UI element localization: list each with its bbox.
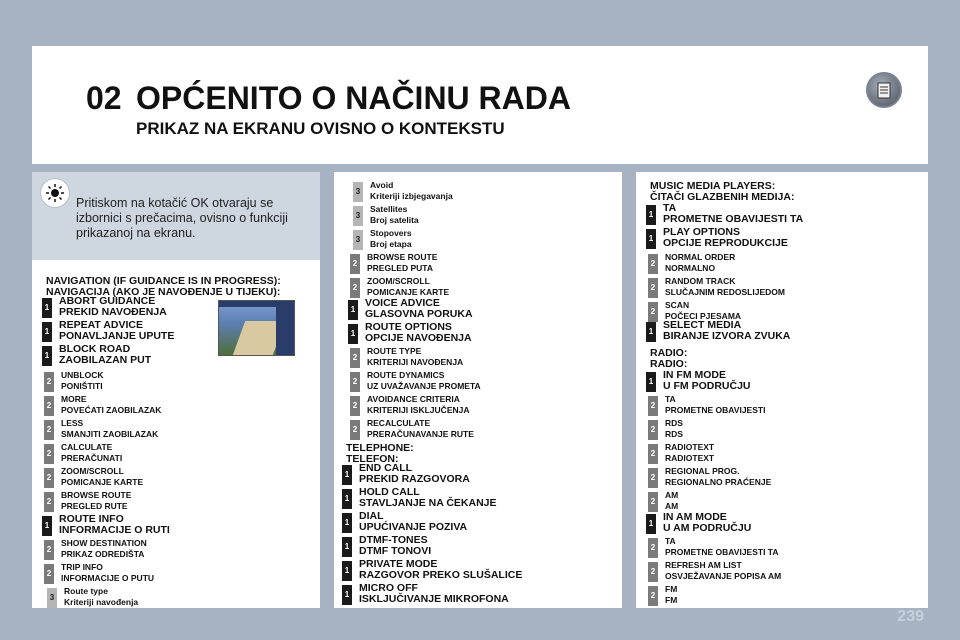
menu-item-croatian: ZAOBILAZAN PUT: [59, 354, 152, 366]
level-badge: 2: [648, 254, 658, 274]
menu-item-text: [663, 227, 788, 249]
level-badge: 2: [44, 372, 54, 392]
level-badge: 2: [648, 302, 658, 322]
menu-item-english: SELECT MEDIA: [663, 319, 742, 331]
menu-item-croatian: KRITERIJI ISKLJUČENJA: [367, 405, 470, 415]
menu-item-text: [59, 320, 174, 342]
menu-item-english: HOLD CALL: [359, 486, 420, 498]
menu-item-text: [61, 466, 143, 488]
menu-item-croatian: NORMALNO: [665, 263, 716, 273]
menu-item-text: [663, 370, 751, 392]
menu-item-english: REFRESH AM LIST: [665, 560, 742, 570]
menu-item-english: Avoid: [370, 180, 394, 190]
menu-item-english: REGIONAL PROG.: [665, 466, 740, 476]
tip-line: prikazanoj na ekranu.: [76, 226, 196, 240]
level-badge: 1: [348, 300, 358, 320]
menu-item-croatian: RAZGOVOR PREKO SLUŠALICE: [359, 569, 523, 581]
menu-item-english: LESS: [61, 418, 84, 428]
menu-item-english: BROWSE ROUTE: [367, 252, 438, 262]
menu-item-croatian: POMICANJE KARTE: [367, 287, 450, 297]
menu-item-text: [59, 296, 167, 318]
level-badge: 2: [44, 564, 54, 584]
menu-item-croatian: FM: [665, 595, 678, 605]
level-badge: 2: [648, 468, 658, 488]
menu-item-croatian: OPCIJE REPRODUKCIJE: [663, 237, 788, 249]
menu-item-text: [61, 394, 161, 416]
menu-item-english: Satellites: [370, 204, 408, 214]
menu-item-text: [61, 370, 104, 392]
menu-item-croatian: UZ UVAŽAVANJE PROMETA: [367, 381, 481, 391]
level-badge: 1: [342, 513, 352, 533]
telephone-heading: TELEPHONE: TELEFON:: [346, 442, 414, 465]
menu-item-croatian: POVEĆATI ZAOBILAZAK: [61, 405, 162, 415]
menu-item-text: [665, 584, 677, 606]
level-badge: 1: [42, 322, 52, 342]
level-badge: 2: [648, 586, 658, 606]
menu-item-croatian: STAVLJANJE NA ČEKANJE: [359, 497, 497, 509]
menu-item-text: [359, 535, 431, 557]
page-number: 239: [897, 608, 924, 625]
menu-item-croatian: PRIKAZ ODREDIŠTA: [61, 549, 145, 559]
menu-item-english: UNBLOCK: [61, 370, 104, 380]
menu-item-text: [665, 466, 771, 488]
level-badge: 2: [350, 348, 360, 368]
menu-item-text: [359, 487, 497, 509]
menu-item-english: Route type: [64, 586, 108, 596]
menu-item-text: [370, 180, 453, 202]
level-badge: 2: [44, 468, 54, 488]
menu-item-croatian: KRITERIJI NAVOĐENJA: [367, 357, 464, 367]
level-badge: 2: [44, 420, 54, 440]
menu-item-english: AVOIDANCE CRITERIA: [367, 394, 460, 404]
menu-item-english: VOICE ADVICE: [365, 297, 440, 309]
level-badge: 1: [342, 465, 352, 485]
menu-item-english: ROUTE OPTIONS: [365, 321, 452, 333]
menu-item-text: [359, 463, 470, 485]
menu-item-english: MICRO OFF: [359, 582, 418, 594]
level-badge: 2: [350, 254, 360, 274]
music-heading: MUSIC MEDIA PLAYERS: ČITAČI GLAZBENIH MEDIJA:: [650, 180, 795, 203]
level-badge: 2: [44, 492, 54, 512]
menu-item-croatian: PREKID RAZGOVORA: [359, 473, 470, 485]
level-badge: 3: [353, 230, 363, 250]
sun-icon: [40, 178, 70, 208]
level-badge: 1: [646, 229, 656, 249]
menu-item-english: DTMF-TONES: [359, 534, 428, 546]
menu-item-text: [370, 204, 419, 226]
menu-item-croatian: OSVJEŽAVANJE POPISA AM: [665, 571, 782, 581]
menu-item-text: [61, 442, 122, 464]
menu-item-text: [367, 252, 437, 274]
menu-item-english: RECALCULATE: [367, 418, 431, 428]
menu-item-english: ZOOM/SCROLL: [61, 466, 124, 476]
menu-item-text: [59, 514, 170, 536]
menu-item-croatian: RADIOTEXT: [665, 453, 715, 463]
menu-item-text: [663, 320, 790, 342]
menu-item-text: [663, 512, 751, 534]
level-badge: 1: [42, 516, 52, 536]
level-badge: 2: [648, 420, 658, 440]
level-badge: 2: [44, 396, 54, 416]
menu-item-croatian: PREKID NAVOĐENJA: [59, 306, 167, 318]
menu-item-text: [370, 228, 412, 250]
menu-item-croatian: PROMETNE OBAVIJESTI: [665, 405, 766, 415]
level-badge: 1: [42, 346, 52, 366]
tip-text: [76, 196, 312, 241]
menu-item-english: Stopovers: [370, 228, 412, 238]
menu-item-text: [663, 203, 803, 225]
menu-item-croatian: INFORMACIJE O PUTU: [61, 573, 155, 583]
menu-item-croatian: PREGLED RUTE: [61, 501, 128, 511]
menu-item-croatian: SLUČAJNIM REDOSLIJEDOM: [665, 287, 785, 297]
level-badge: 2: [350, 396, 360, 416]
menu-item-croatian: UPUĆIVANJE POZIVA: [359, 521, 468, 533]
navigation-screen-thumbnail: [218, 300, 295, 356]
menu-item-english: AM: [665, 490, 679, 500]
menu-item-english: END CALL: [359, 462, 413, 474]
menu-item-english: RDS: [665, 418, 683, 428]
menu-item-english: SHOW DESTINATION: [61, 538, 147, 548]
level-badge: 2: [648, 492, 658, 512]
menu-item-text: [61, 538, 147, 560]
menu-item-croatian: Broj etapa: [370, 239, 412, 249]
menu-item-croatian: AM: [665, 501, 679, 511]
menu-item-english: ROUTE TYPE: [367, 346, 422, 356]
menu-item-english: TRIP INFO: [61, 562, 103, 572]
level-badge: 1: [348, 324, 358, 344]
menu-item-croatian: POMICANJE KARTE: [61, 477, 144, 487]
document-icon: [866, 72, 902, 108]
menu-item-english: ABORT GUIDANCE: [59, 295, 156, 307]
page-subtitle: PRIKAZ NA EKRANU OVISNO O KONTEKSTU: [136, 119, 505, 138]
menu-item-croatian: PROMETNE OBAVIJESTI TA: [663, 213, 804, 225]
menu-item-croatian: PROMETNE OBAVIJESTI TA: [665, 547, 779, 557]
level-badge: 2: [648, 538, 658, 558]
level-badge: 1: [342, 585, 352, 605]
menu-item-english: DIAL: [359, 510, 384, 522]
menu-item-croatian: U AM PODRUČJU: [663, 522, 752, 534]
level-badge: 3: [353, 182, 363, 202]
menu-item-croatian: DTMF TONOVI: [359, 545, 432, 557]
level-badge: 1: [646, 322, 656, 342]
menu-item-text: [665, 536, 779, 558]
menu-item-english: CALCULATE: [61, 442, 113, 452]
menu-item-text: [365, 298, 473, 320]
menu-item-english: IN AM MODE: [663, 511, 727, 523]
radio-heading: RADIO: RADIO:: [650, 347, 688, 370]
menu-item-croatian: Kriteriji navođenja: [64, 597, 139, 607]
menu-item-croatian: RDS: [665, 429, 683, 439]
menu-item-croatian: U FM PODRUČJU: [663, 380, 751, 392]
menu-item-text: [665, 252, 735, 274]
level-badge: 2: [648, 278, 658, 298]
menu-item-text: [359, 559, 522, 581]
level-badge: 1: [646, 372, 656, 392]
menu-item-text: [61, 562, 154, 584]
menu-item-english: IN FM MODE: [663, 369, 726, 381]
menu-item-english: TA: [665, 536, 676, 546]
menu-item-english: TA: [663, 202, 677, 214]
menu-item-croatian: POČECI PJESAMA: [665, 311, 742, 321]
menu-item-croatian: PONAVLJANJE UPUTE: [59, 330, 175, 342]
menu-item-english: PLAY OPTIONS: [663, 226, 741, 238]
level-badge: 3: [47, 588, 57, 608]
menu-item-english: TA: [665, 394, 676, 404]
level-badge: 2: [44, 444, 54, 464]
menu-item-english: ZOOM/SCROLL: [367, 276, 430, 286]
menu-item-text: [64, 586, 138, 608]
menu-item-text: [359, 511, 467, 533]
menu-item-text: [59, 344, 151, 366]
level-badge: 2: [648, 396, 658, 416]
menu-item-english: FM: [665, 584, 678, 594]
menu-item-croatian: SMANJITI ZAOBILAZAK: [61, 429, 159, 439]
menu-item-croatian: BIRANJE IZVORA ZVUKA: [663, 330, 791, 342]
menu-item-croatian: GLASOVNA PORUKA: [365, 308, 473, 320]
menu-item-english: MORE: [61, 394, 87, 404]
navigation-heading: NAVIGATION (IF GUIDANCE IS IN PROGRESS): NAVIGACIJA (AKO JE NAVOĐENJE U TIJEKU):: [46, 275, 281, 298]
menu-item-english: BROWSE ROUTE: [61, 490, 132, 500]
menu-item-text: [665, 560, 781, 582]
menu-item-text: [665, 394, 765, 416]
menu-item-text: [61, 490, 131, 512]
menu-item-text: [367, 370, 481, 392]
menu-item-text: [665, 490, 678, 512]
menu-item-text: [367, 346, 463, 368]
menu-item-text: [61, 418, 158, 440]
menu-item-croatian: Kriteriji izbjegavanja: [370, 191, 453, 201]
tip-line: izbornici s prečacima, ovisno o funkciji: [76, 211, 288, 225]
menu-item-text: [665, 276, 785, 298]
menu-item-english: SCAN: [665, 300, 690, 310]
level-badge: 1: [342, 489, 352, 509]
menu-item-english: REPEAT ADVICE: [59, 319, 144, 331]
level-badge: 1: [646, 205, 656, 225]
level-badge: 1: [42, 298, 52, 318]
level-badge: 2: [648, 562, 658, 582]
menu-item-text: [367, 394, 470, 416]
menu-item-text: [365, 322, 472, 344]
menu-item-croatian: PREGLED PUTA: [367, 263, 433, 273]
menu-item-text: [665, 442, 714, 464]
menu-item-croatian: ISKLJUČIVANJE MIKROFONA: [359, 593, 509, 605]
menu-item-text: [367, 276, 449, 298]
menu-item-text: [359, 583, 509, 605]
level-badge: 2: [350, 278, 360, 298]
level-badge: 2: [350, 420, 360, 440]
level-badge: 2: [44, 540, 54, 560]
level-badge: 2: [350, 372, 360, 392]
level-badge: 3: [353, 206, 363, 226]
menu-item-english: RANDOM TRACK: [665, 276, 736, 286]
level-badge: 1: [342, 537, 352, 557]
menu-item-croatian: REGIONALNO PRAĆENJE: [665, 477, 772, 487]
menu-item-croatian: OPCIJE NAVOĐENJA: [365, 332, 472, 344]
menu-item-english: RADIOTEXT: [665, 442, 715, 452]
level-badge: 1: [342, 561, 352, 581]
menu-item-text: [665, 418, 683, 440]
menu-item-croatian: PRERAČUNAVANJE RUTE: [367, 429, 474, 439]
menu-item-english: ROUTE DYNAMICS: [367, 370, 445, 380]
menu-item-english: NORMAL ORDER: [665, 252, 736, 262]
page-title: OPĆENITO O NAČINU RADA: [136, 80, 571, 116]
menu-item-english: BLOCK ROAD: [59, 343, 131, 355]
menu-item-croatian: PONIŠTITI: [61, 381, 103, 391]
menu-item-english: PRIVATE MODE: [359, 558, 438, 570]
menu-item-croatian: Broj satelita: [370, 215, 419, 225]
menu-item-croatian: PRERAČUNATI: [61, 453, 123, 463]
menu-item-english: ROUTE INFO: [59, 513, 124, 525]
chapter-number: 02: [86, 80, 122, 116]
menu-item-croatian: INFORMACIJE O RUTI: [59, 524, 170, 536]
level-badge: 1: [646, 514, 656, 534]
menu-item-text: [367, 418, 474, 440]
level-badge: 2: [648, 444, 658, 464]
tip-line: Pritiskom na kotačić OK otvaraju se: [76, 196, 274, 210]
